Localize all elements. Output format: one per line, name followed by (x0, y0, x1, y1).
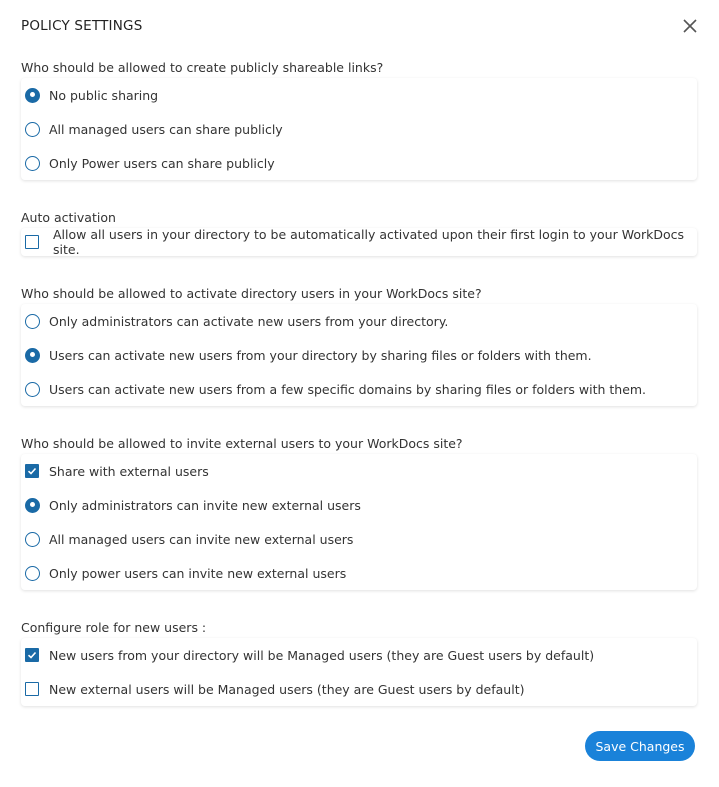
section-heading: Configure role for new users : (21, 620, 207, 635)
dialog-title: POLICY SETTINGS (21, 18, 143, 34)
section-heading: Who should be allowed to create publicly shareable links? (21, 60, 384, 75)
option-label: Users can activate new users from a few specific domains by sharing files or folders with them. (49, 381, 647, 397)
radio-option[interactable] (21, 556, 697, 590)
options-group (21, 454, 697, 590)
radio-unchecked-icon[interactable] (25, 156, 40, 171)
radio-unchecked-icon[interactable] (25, 566, 40, 581)
section-heading: Auto activation (21, 210, 116, 225)
option-label: Only administrators can invite new external users (49, 497, 361, 513)
policy-settings-form (21, 58, 697, 734)
close-icon[interactable] (680, 16, 700, 36)
options-group (21, 78, 697, 180)
options-group (21, 228, 697, 256)
radio-option[interactable] (21, 78, 697, 112)
options-group (21, 304, 697, 406)
radio-checked-icon[interactable] (25, 88, 40, 103)
radio-option[interactable] (21, 146, 697, 180)
radio-option[interactable] (21, 112, 697, 146)
option-label: Only power users can invite new external users (49, 565, 347, 581)
checkbox-checked-icon[interactable] (25, 648, 39, 662)
radio-option[interactable] (21, 488, 697, 522)
section-heading: Who should be allowed to invite external users to your WorkDocs site? (21, 436, 463, 451)
checkbox-option[interactable] (21, 672, 697, 706)
option-label: Only administrators can activate new users from your directory. (49, 313, 449, 329)
radio-option[interactable] (21, 522, 697, 556)
radio-unchecked-icon[interactable] (25, 532, 40, 547)
checkbox-option[interactable] (21, 638, 697, 672)
radio-unchecked-icon[interactable] (25, 314, 40, 329)
checkbox-checked-icon[interactable] (25, 464, 39, 478)
option-label: Users can activate new users from your directory by sharing files or folders with them. (49, 347, 592, 363)
checkbox-unchecked-icon[interactable] (25, 682, 39, 696)
radio-option[interactable] (21, 372, 697, 406)
save-changes-button[interactable]: Save Changes (585, 731, 695, 761)
checkbox-option[interactable] (21, 454, 697, 488)
checkbox-option[interactable] (21, 228, 697, 256)
options-group (21, 638, 697, 706)
option-label: Only Power users can share publicly (49, 155, 275, 171)
checkbox-unchecked-icon[interactable] (25, 235, 39, 249)
option-label: All managed users can share publicly (49, 121, 283, 137)
radio-checked-icon[interactable] (25, 348, 40, 363)
radio-option[interactable] (21, 338, 697, 372)
radio-checked-icon[interactable] (25, 498, 40, 513)
section-heading: Who should be allowed to activate directory users in your WorkDocs site? (21, 286, 482, 301)
radio-unchecked-icon[interactable] (25, 382, 40, 397)
option-label: Share with external users (49, 463, 209, 479)
radio-option[interactable] (21, 304, 697, 338)
option-label: No public sharing (49, 87, 159, 103)
option-label: New external users will be Managed users (they are Guest users by default) (49, 681, 525, 697)
option-label: New users from your directory will be Managed users (they are Guest users by default) (49, 647, 595, 663)
option-label: All managed users can invite new external users (49, 531, 354, 547)
option-label: Allow all users in your directory to be automatically activated upon their first login to your WorkDocs site. (53, 227, 685, 257)
radio-unchecked-icon[interactable] (25, 122, 40, 137)
